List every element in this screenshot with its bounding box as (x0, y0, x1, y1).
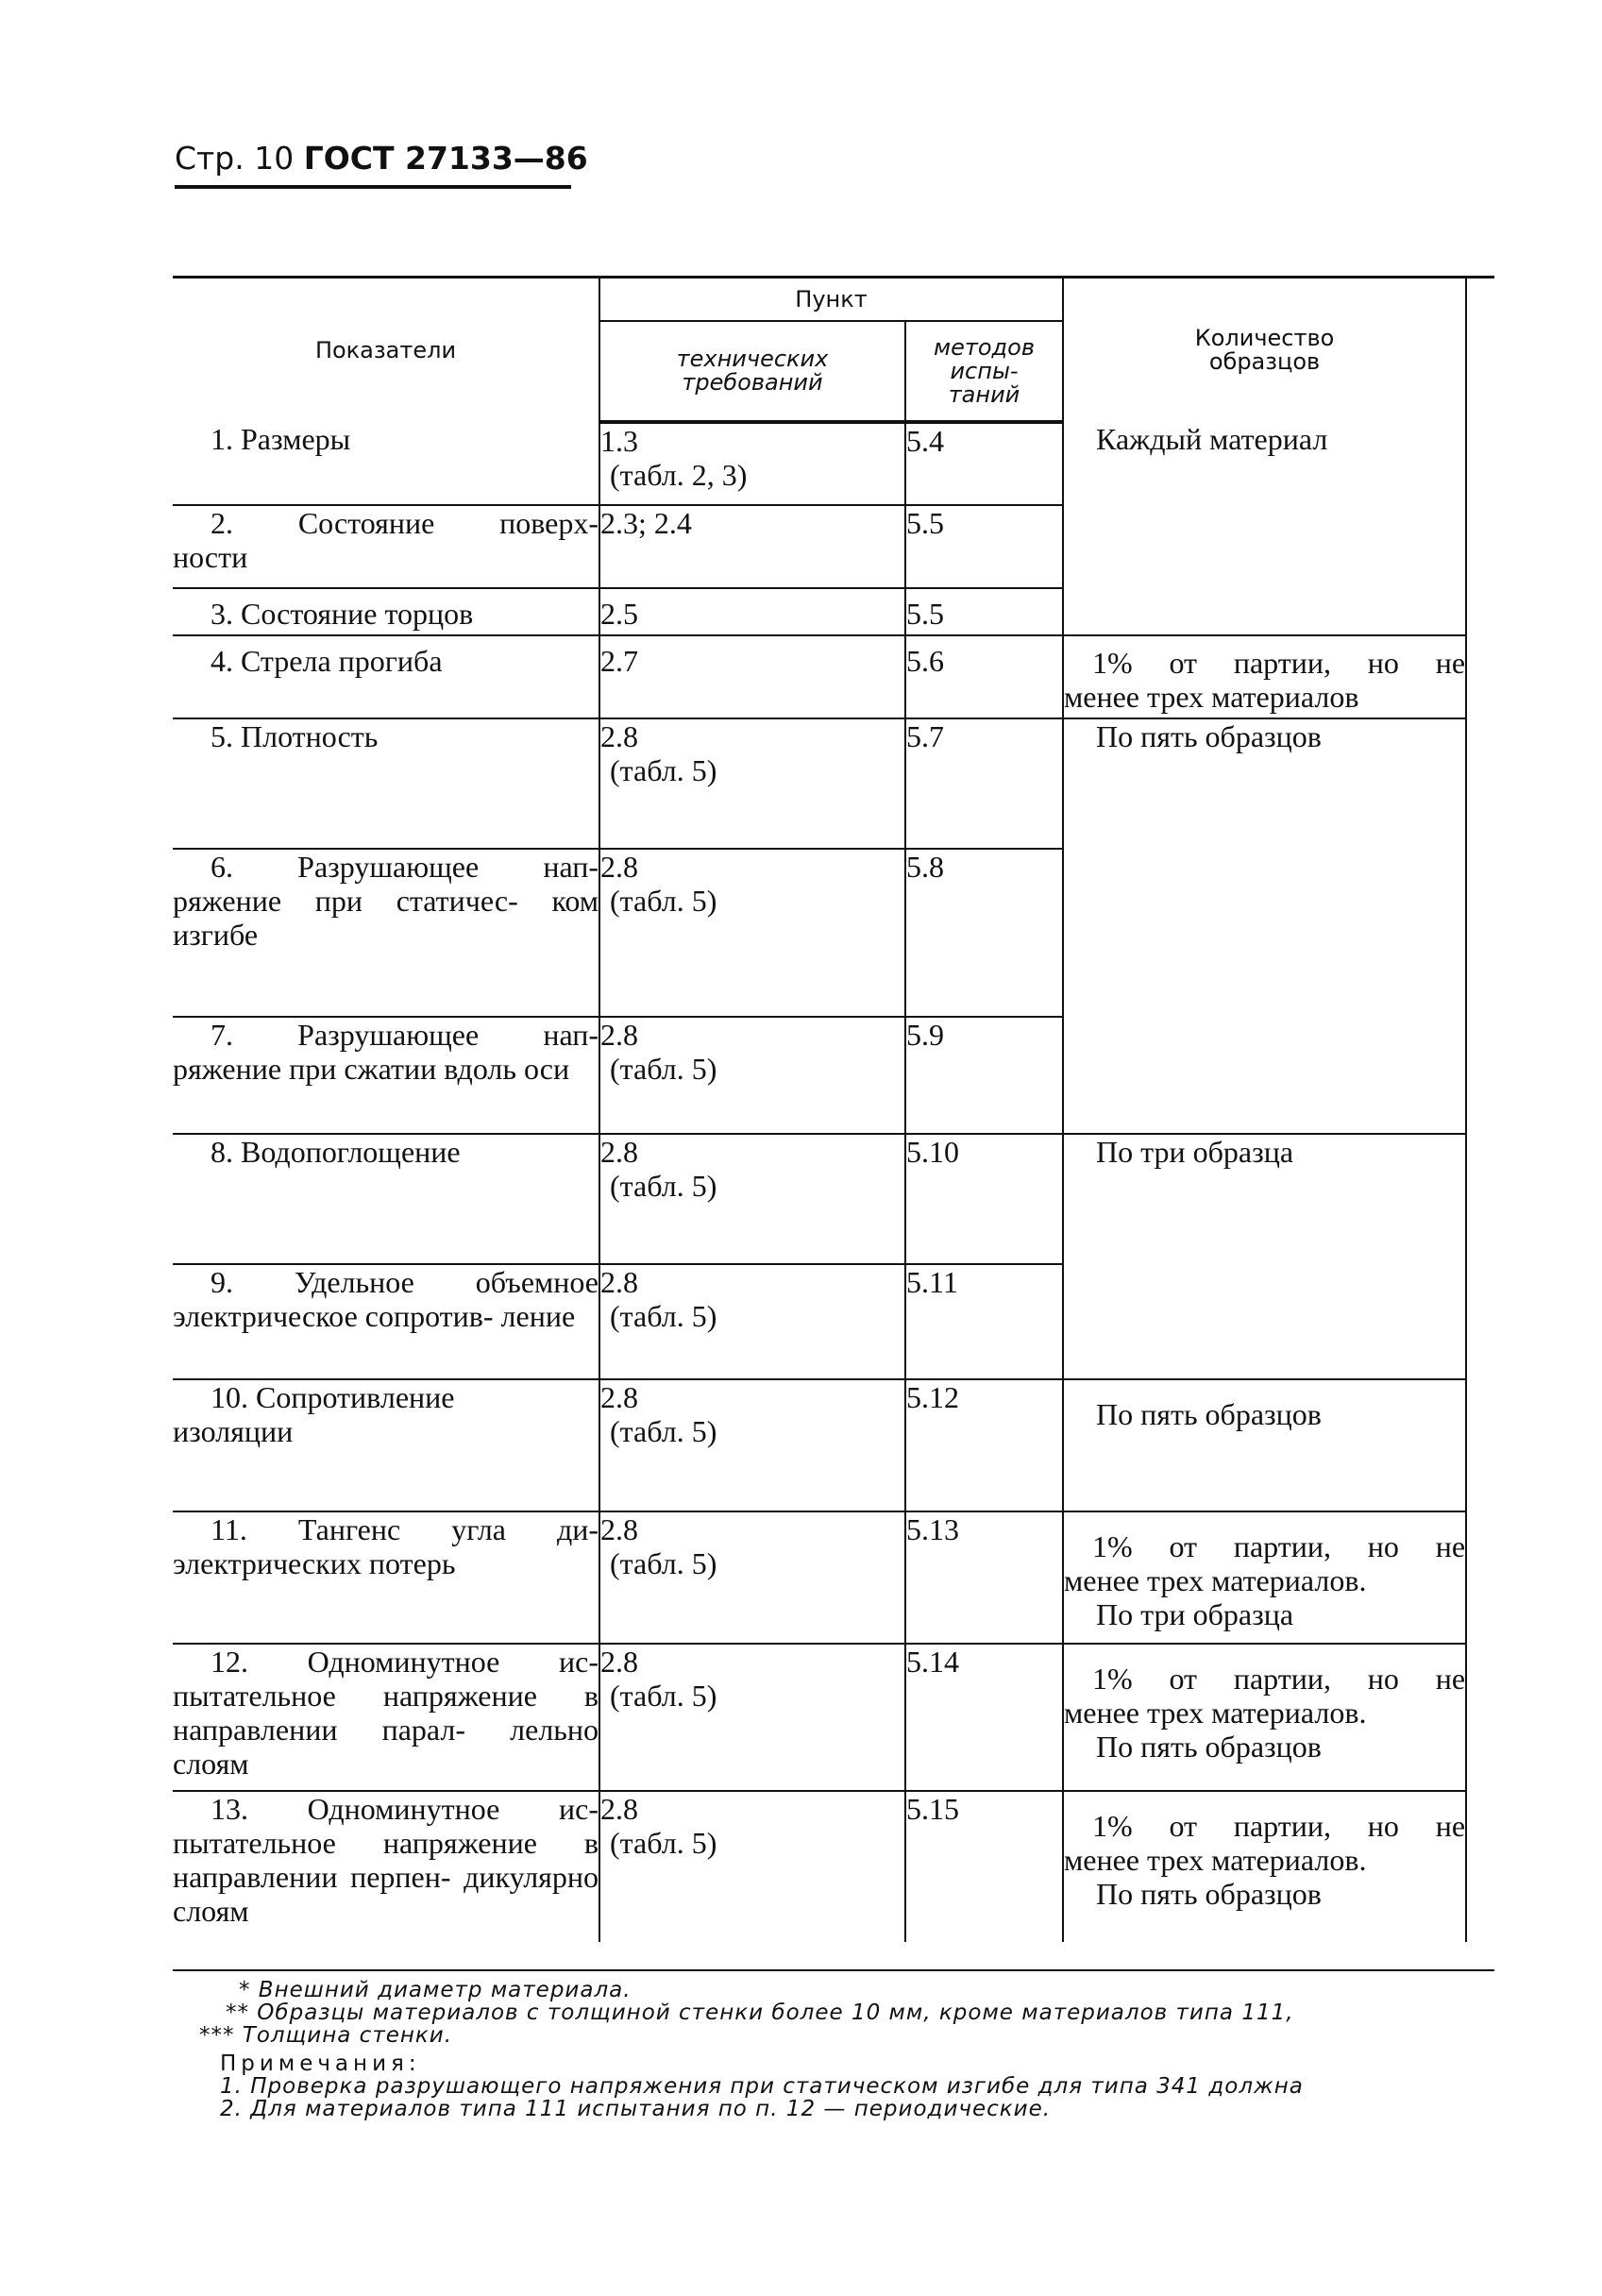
tech-cell (599, 588, 905, 635)
indicator-cell (173, 1134, 599, 1264)
standard-number: ГОСТ 27133—86 (303, 140, 588, 177)
table-row (173, 1379, 1494, 1511)
indicator-cell (173, 422, 599, 505)
method-cell: 5.5 (905, 505, 1063, 588)
tech-sub: (табл. 5) (610, 1052, 717, 1086)
method-cell: 5.10 (905, 1134, 1063, 1264)
qty-text: менее трех материалов (1064, 680, 1359, 714)
indicator-cell (173, 635, 599, 718)
tech-cell (599, 1511, 905, 1644)
qty-cell-five-10 (1063, 1379, 1466, 1511)
qty-text: По пять образцов (1096, 719, 1322, 753)
tech-sub: (табл. 5) (610, 1546, 717, 1580)
method-cell: 5.11 (905, 1264, 1063, 1379)
page-header (175, 140, 588, 177)
col-header-methods (905, 321, 1063, 422)
tech-cell (599, 505, 905, 588)
indicator-name-rest: пытательное напряжение в направлении перпен- дикулярно слоям (173, 1826, 599, 1928)
indicator-name-rest: электрическое сопротив- ление (173, 1299, 576, 1333)
qty-cell-each-material (1063, 422, 1466, 635)
col-header-qty-text: Количество образцов (1194, 325, 1335, 375)
col-header-qty (1063, 278, 1466, 423)
qty-text: По три образца (1096, 1597, 1294, 1631)
footnote-3: *** Толщина стенки. (199, 2023, 453, 2048)
qty-text: По пять образцов (1096, 1730, 1322, 1764)
tech-item: 2.8 (600, 1018, 638, 1052)
tech-sub: (табл. 5) (610, 884, 717, 918)
indicator-cell (173, 1379, 599, 1511)
tech-item: 2.8 (600, 1792, 638, 1826)
qty-cell-r11 (1063, 1511, 1466, 1644)
indicator-cell (173, 1511, 599, 1644)
method-cell: 5.6 (905, 635, 1063, 718)
indicator-name: 5. Плотность (211, 719, 379, 753)
indicator-name: 12. Одноминутное ис- (211, 1645, 599, 1679)
indicator-cell (173, 849, 599, 1017)
table-row (173, 635, 1494, 718)
qty-text: По три образца (1096, 1135, 1294, 1169)
indicator-cell (173, 505, 599, 588)
tech-sub: (табл. 5) (610, 1414, 717, 1448)
qty-cell-r12 (1063, 1644, 1466, 1791)
indicator-name: 3. Состояние торцов (211, 597, 474, 631)
indicator-name: 6. Разрушающее нап- (211, 850, 599, 884)
table-row (173, 1791, 1494, 1942)
indicator-name-rest: изоляции (173, 1414, 294, 1448)
footnotes (173, 1969, 1494, 2120)
qty-text: 1% от партии, но не (1092, 1529, 1466, 1563)
indicator-name-rest: ряжение при статичес- ком изгибе (173, 884, 599, 952)
tech-sub: (табл. 5) (610, 1299, 717, 1333)
method-cell: 5.15 (905, 1791, 1063, 1942)
col-header-methods-text: методов испы-таний (934, 333, 1035, 408)
indicator-cell (173, 1017, 599, 1134)
qty-cell-five (1063, 718, 1466, 1134)
tech-item: 2.8 (600, 1380, 638, 1414)
footnote-2: ** Образцы материалов с толщиной стенки более 10 мм, кроме материалов типа 111, (226, 2001, 1294, 2025)
tech-cell (599, 1264, 905, 1379)
tech-item: 2.8 (600, 1135, 638, 1169)
tech-sub: (табл. 5) (610, 1826, 717, 1860)
indicator-name: 13. Одноминутное ис- (211, 1792, 599, 1826)
tech-item: 2.8 (600, 1645, 638, 1679)
tech-item: 2.8 (600, 850, 638, 884)
method-cell: 5.13 (905, 1511, 1063, 1644)
tech-cell (599, 635, 905, 718)
tech-item: 1.3 (600, 424, 638, 458)
table-row (173, 1134, 1494, 1264)
tech-cell (599, 1644, 905, 1791)
notes-title: Примечания: (220, 2051, 421, 2076)
qty-cell-r13 (1063, 1791, 1466, 1942)
qty-cell-three (1063, 1134, 1466, 1379)
indicator-name: 9. Удельное объемное (211, 1265, 599, 1299)
indicator-name-rest: электрических потерь (173, 1546, 456, 1580)
table-row (173, 422, 1494, 505)
qty-text: 1% от партии, но не (1092, 1809, 1466, 1843)
method-cell: 5.7 (905, 718, 1063, 849)
table-row (173, 1511, 1494, 1644)
spec-table (173, 276, 1494, 1942)
tech-item: 2.5 (600, 597, 638, 631)
indicator-cell (173, 718, 599, 849)
tech-sub: (табл. 5) (610, 1679, 717, 1713)
col-header-item: Пункт (599, 278, 1063, 322)
tech-item: 2.7 (600, 644, 638, 678)
indicator-name-rest: ности (173, 540, 248, 574)
indicator-name: 11. Тангенс угла ди- (211, 1512, 599, 1546)
tech-cell (599, 1379, 905, 1511)
indicator-name: 2. Состояние поверх- (211, 506, 599, 540)
col-header-indicators: Показатели (173, 278, 599, 423)
tech-item: 2.8 (600, 1265, 638, 1299)
table-row (173, 1644, 1494, 1791)
tech-cell (599, 849, 905, 1017)
indicator-name: 10. Сопротивление (211, 1380, 455, 1414)
method-cell: 5.4 (905, 422, 1063, 505)
indicator-cell (173, 1791, 599, 1942)
method-cell: 5.14 (905, 1644, 1063, 1791)
qty-text: менее трех материалов. (1064, 1563, 1367, 1597)
note-1: 1. Проверка разрушающего напряжения при статическом изгибе для типа 341 должна (220, 2074, 1304, 2099)
indicator-name-rest: ряжение при сжатии вдоль оси (173, 1052, 570, 1086)
tech-sub: (табл. 2, 3) (610, 458, 748, 492)
method-cell: 5.5 (905, 588, 1063, 635)
qty-text: По пять образцов (1096, 1877, 1322, 1911)
tech-cell (599, 1017, 905, 1134)
indicator-cell (173, 1644, 599, 1791)
tech-cell (599, 422, 905, 505)
indicator-cell (173, 588, 599, 635)
tech-cell (599, 718, 905, 849)
qty-text: 1% от партии, но не (1092, 1662, 1466, 1696)
footnote-1: * Внешний диаметр материала. (239, 1978, 632, 2002)
indicator-name-rest: пытательное напряжение в направлении парал- лельно слоям (173, 1679, 599, 1781)
qty-text: По пять образцов (1096, 1397, 1322, 1431)
note-2: 2. Для материалов типа 111 испытания по п. 12 — периодические. (220, 2097, 1052, 2121)
qty-text: менее трех материалов. (1064, 1696, 1367, 1730)
indicator-name: 4. Стрела прогиба (211, 644, 443, 678)
tech-sub: (табл. 5) (610, 1169, 717, 1203)
page-label: Стр. 10 (175, 140, 295, 177)
tech-item: 2.8 (600, 1512, 638, 1546)
col-header-tech-text: технических требований (676, 346, 829, 396)
method-cell: 5.12 (905, 1379, 1063, 1511)
method-cell: 5.9 (905, 1017, 1063, 1134)
tech-item: 2.3; 2.4 (600, 506, 692, 540)
extra-cell (1466, 422, 1494, 1942)
indicator-cell (173, 1264, 599, 1379)
method-cell: 5.8 (905, 849, 1063, 1017)
tech-cell (599, 1791, 905, 1942)
qty-text: 1% от партии, но не (1092, 646, 1466, 680)
col-header-extra (1466, 278, 1494, 423)
tech-cell (599, 1134, 905, 1264)
tech-sub: (табл. 5) (610, 753, 717, 787)
col-header-tech (599, 321, 905, 422)
qty-text: менее трех материалов. (1064, 1843, 1367, 1877)
indicator-name: 1. Размеры (211, 422, 351, 456)
table-row (173, 718, 1494, 849)
qty-text: Каждый материал (1096, 422, 1328, 456)
indicator-name: 8. Водопоглощение (211, 1135, 461, 1169)
header-rule (175, 185, 571, 189)
indicator-name: 7. Разрушающее нап- (211, 1018, 599, 1052)
qty-cell-pct (1063, 635, 1466, 718)
tech-item: 2.8 (600, 719, 638, 753)
